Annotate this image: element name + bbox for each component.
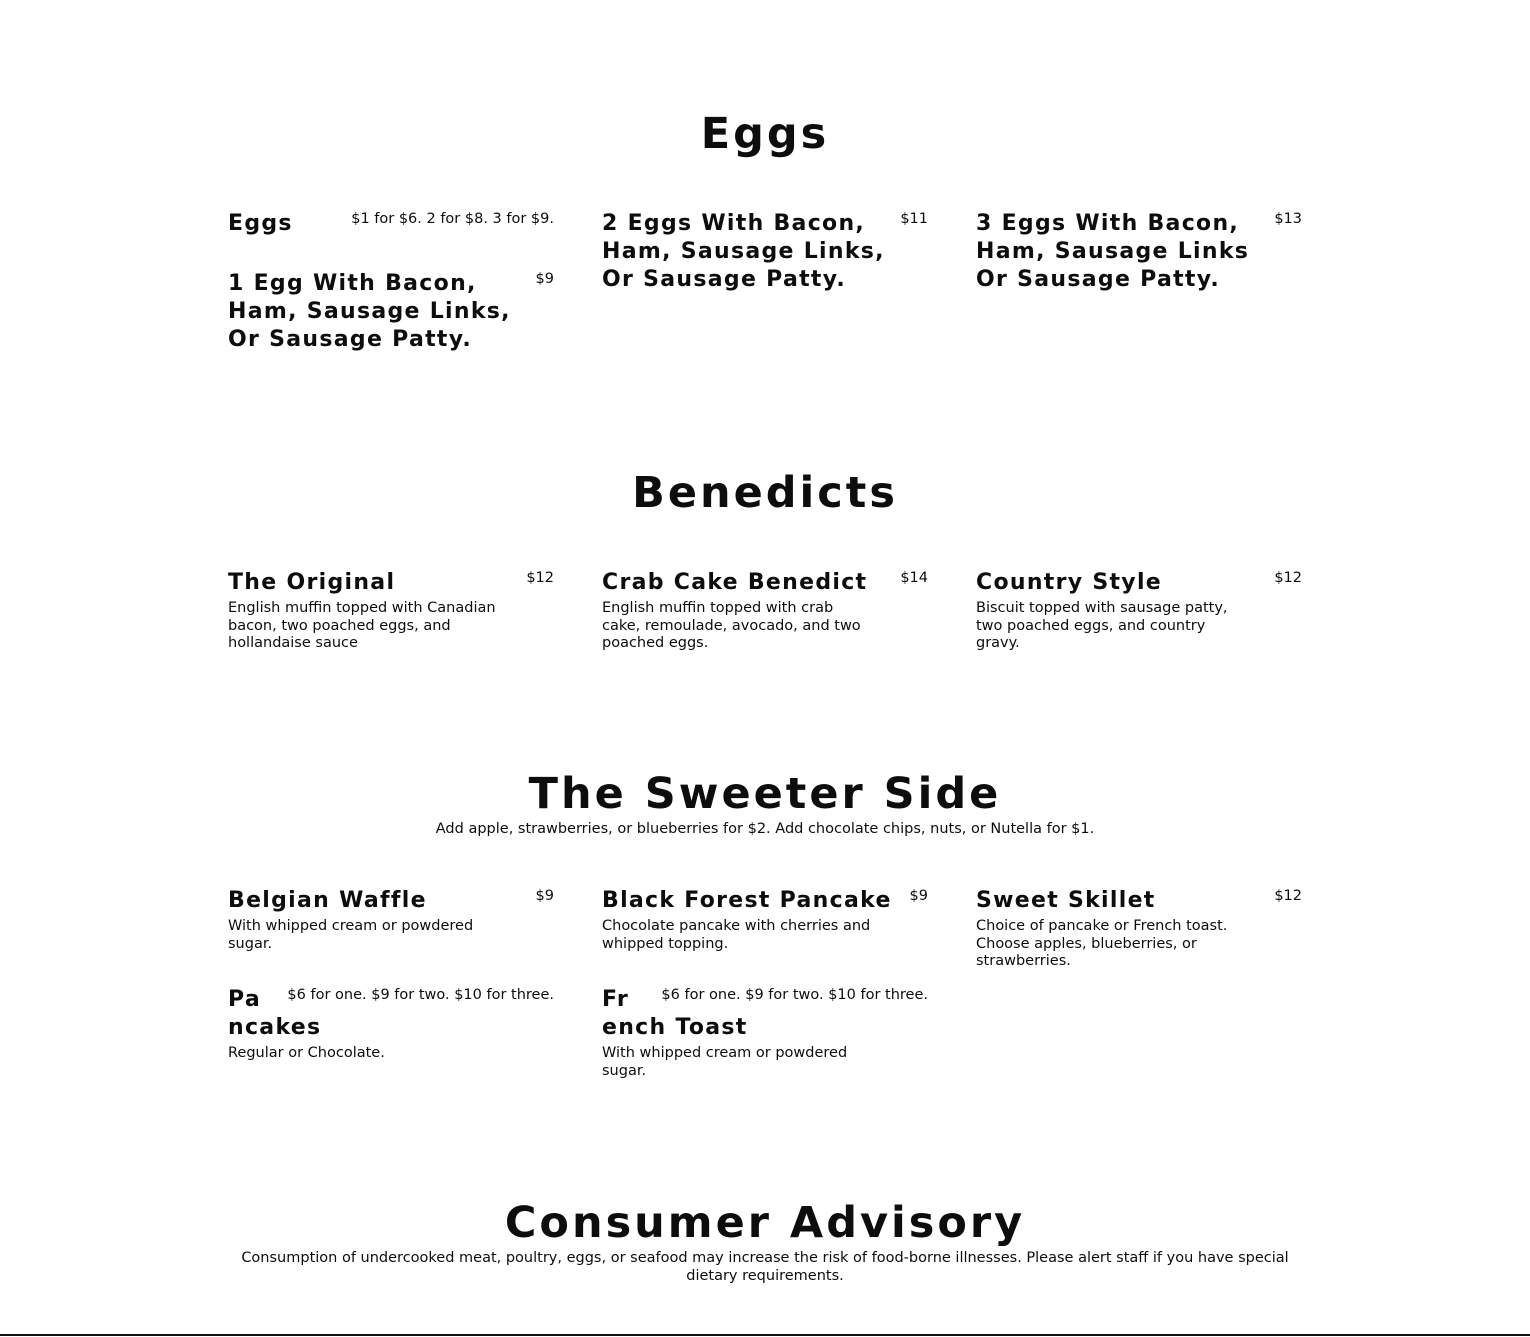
item-name-line-1: Fr [602,987,630,1012]
menu-item-3-eggs-with-bacon [976,210,1302,294]
item-description: Chocolate pancake with cherries and whipped topping. [602,918,871,952]
menu-item-eggs [228,210,554,238]
menu-item-1-egg-with-bacon [228,270,554,354]
item-name: Country Style [976,570,1163,595]
item-description: Biscuit topped with sausage patty, two poached eggs, and country gravy. [976,600,1228,651]
item-price: $6 for one. $9 for two. $10 for three. [287,987,554,1003]
item-name: The Original [228,570,396,595]
menu-item-french-toast [602,986,928,1080]
menu-item-black-forest-pancake [602,887,928,953]
menu-item-crab-cake-benedict [602,569,928,653]
menu-item-belgian-waffle [228,887,554,953]
section-title-benedicts: Benedicts [632,468,898,518]
item-description: English muffin topped with Canadian bacon, two poached eggs, and hollandaise sauce [228,600,496,651]
item-name: Crab Cake Benedict [602,570,868,595]
item-price: $9 [535,888,554,904]
item-description: Choice of pancake or French toast. Choose apples, blueberries, or strawberries. [976,918,1228,969]
item-name: 1 Egg With Bacon, Ham, Sausage Links, Or Sausage Patty. [228,271,511,352]
item-name: Belgian Waffle [228,888,427,913]
item-name: Black Forest Pancake [602,888,892,913]
menu-item-the-original [228,569,554,653]
item-price: $12 [1274,888,1302,904]
item-price: $14 [900,570,928,586]
menu-item-pancakes [228,986,554,1063]
section-note-sweeter-side: Add apple, strawberries, or blueberries for $2. Add chocolate chips, nuts, or Nutella for $1. [435,821,1095,837]
item-name: 3 Eggs With Bacon, Ham, Sausage Links Or Sausage Patty. [976,211,1250,292]
item-name-line-2: ncakes [228,1015,322,1040]
section-title-sweeter-side: The Sweeter Side [528,769,1002,819]
item-description: English muffin topped with crab cake, remoulade, avocado, and two poached eggs. [602,600,861,651]
item-name-line-1: Pa [228,987,261,1012]
item-description: With whipped cream or powdered sugar. [602,1045,848,1079]
item-description: With whipped cream or powdered sugar. [228,918,474,952]
item-name-line-2: ench Toast [602,1015,748,1040]
item-price: $12 [1274,570,1302,586]
item-price: $12 [526,570,554,586]
section-title-consumer-advisory: Consumer Advisory [504,1198,1026,1248]
menu-item-sweet-skillet [976,887,1302,971]
bottom-divider [0,1334,1530,1336]
menu-item-country-style [976,569,1302,653]
item-price: $9 [909,888,928,904]
item-name: Sweet Skillet [976,888,1156,913]
item-name: 2 Eggs With Bacon, Ham, Sausage Links, Or Sausage Patty. [602,211,885,292]
item-price: $11 [900,211,928,227]
item-price: $13 [1274,211,1302,227]
item-price: $6 for one. $9 for two. $10 for three. [661,987,928,1003]
item-price: $1 for $6. 2 for $8. 3 for $9. [351,211,554,227]
item-price: $9 [535,271,554,287]
item-description: Regular or Chocolate. [228,1045,385,1061]
item-name: Eggs [228,211,293,236]
menu-item-2-eggs-with-bacon [602,210,928,294]
section-title-eggs: Eggs [700,109,830,159]
consumer-advisory-text: Consumption of undercooked meat, poultry, eggs, or seafood may increase the risk of food-borne illnesses. Please alert staff if you have special dietary requirements. [241,1250,1289,1284]
